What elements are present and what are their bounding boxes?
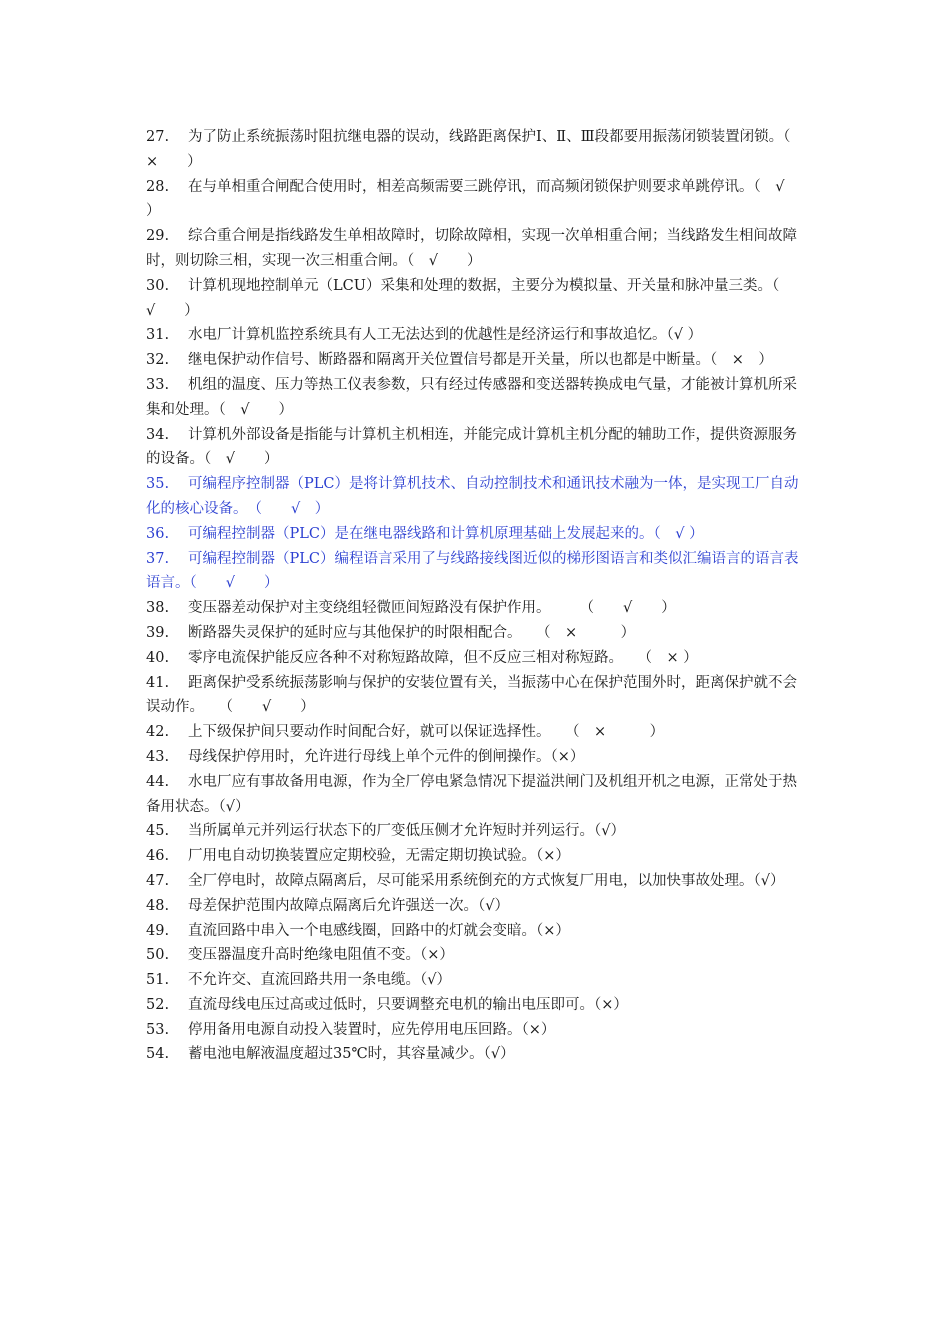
question-item: [146, 621, 802, 646]
question-text: 可编程控制器（PLC）是在继电器线路和计算机原理基础上发展起来的。（ √ ）: [188, 525, 704, 542]
question-text: 为了防止系统振荡时阻抗继电器的误动，线路距离保护Ⅰ、Ⅱ、Ⅲ段都要用振荡闭锁装置闭锁。（ × ）: [146, 129, 805, 170]
question-item: [146, 274, 802, 324]
question-number: 39.: [146, 624, 170, 641]
question-number: 31.: [146, 327, 170, 344]
question-text: 不允许交、直流回路共用一条电缆。（√）: [188, 972, 451, 989]
question-text: 变压器温度升高时绝缘电阻值不变。（×）: [188, 947, 454, 964]
question-number: 27.: [146, 129, 170, 145]
question-item: [146, 919, 802, 944]
question-text: 厂用电自动切换装置应定期校验，无需定期切换试验。（×）: [188, 848, 570, 865]
question-item: [146, 423, 802, 473]
question-number: 47.: [146, 872, 170, 889]
question-text: 在与单相重合闸配合使用时，相差高频需要三跳停讯，而高频闭锁保护则要求单跳停讯。（ √ ）: [146, 178, 814, 220]
question-item: [146, 1018, 802, 1043]
question-number: 52.: [146, 996, 170, 1013]
question-item: [146, 869, 802, 894]
question-number: 37.: [146, 550, 170, 567]
question-number: 34.: [146, 426, 170, 443]
question-item: [146, 646, 802, 671]
question-text: 水电厂应有事故备用电源，作为全厂停电紧急情况下提溢洪闸门及机组开机之电源，正常处于热备用状态。（√）: [146, 773, 797, 815]
question-text: 距离保护受系统振荡影响与保护的安装位置有关，当振荡中心在保护范围外时，距离保护就不会误动作。 （ √ ）: [146, 674, 797, 716]
question-number: 33.: [146, 376, 170, 393]
question-item: [146, 472, 802, 522]
question-number: 43.: [146, 748, 170, 765]
question-item: [146, 943, 802, 968]
question-item: [146, 175, 814, 225]
question-text: 直流回路中串入一个电感线圈，回路中的灯就会变暗。（×）: [188, 922, 570, 939]
question-number: 36.: [146, 525, 170, 542]
question-item: [146, 745, 802, 770]
question-number: 38.: [146, 600, 170, 617]
question-number: 49.: [146, 922, 170, 939]
question-text: 断路器失灵保护的延时应与其他保护的时限相配合。 （ × ）: [188, 624, 636, 641]
question-item: [146, 671, 802, 721]
question-item: [146, 968, 802, 993]
question-number: 30.: [146, 277, 170, 294]
question-text: 停用备用电源自动投入装置时，应先停用电压回路。（×）: [188, 1021, 556, 1038]
question-text: 全厂停电时，故障点隔离后，尽可能采用系统倒充的方式恢复厂用电，以加快事故处理。（√）: [188, 872, 785, 889]
question-number: 54.: [146, 1046, 170, 1063]
question-number: 53.: [146, 1021, 170, 1038]
question-number: 42.: [146, 724, 170, 741]
question-text: 上下级保护间只要动作时间配合好，就可以保证选择性。 （ × ）: [188, 724, 665, 741]
question-item: [146, 323, 802, 348]
question-item: [146, 348, 802, 373]
question-list: [146, 125, 814, 1067]
question-item: [146, 993, 802, 1018]
question-item: [146, 720, 802, 745]
question-text: 变压器差动保护对主变绕组轻微匝间短路没有保护作用。 （ √ ）: [188, 600, 676, 617]
question-item: [146, 547, 802, 597]
question-item: [146, 596, 802, 621]
question-number: 50.: [146, 947, 170, 964]
question-number: 28.: [146, 178, 170, 195]
question-number: 29.: [146, 228, 170, 245]
question-text: 当所属单元并列运行状态下的厂变低压侧才允许短时并列运行。（√）: [188, 823, 625, 840]
question-text: 母差保护范围内故障点隔离后允许强送一次。（√）: [188, 897, 509, 914]
question-item: [146, 373, 802, 423]
question-item: [146, 224, 802, 274]
question-text: 机组的温度、压力等热工仪表参数，只有经过传感器和变送器转换成电气量，才能被计算机所采集和处理。（ √ ）: [146, 376, 797, 418]
question-number: 35.: [146, 476, 170, 493]
question-number: 44.: [146, 773, 170, 790]
question-text: 综合重合闸是指线路发生单相故障时，切除故障相，实现一次单相重合闸；当线路发生相间故障时，则切除三相，实现一次三相重合闸。（ √ ）: [146, 228, 797, 269]
question-number: 51.: [146, 972, 170, 989]
question-item: [146, 1042, 802, 1067]
question-item: [146, 125, 805, 175]
question-text: 可编程控制器（PLC）编程语言采用了与线路接线图近似的梯形图语言和类似汇编语言的语言表语言。（ √ ）: [146, 550, 799, 592]
question-number: 40.: [146, 649, 170, 666]
question-number: 41.: [146, 674, 170, 691]
question-text: 计算机外部设备是指能与计算机主机相连，并能完成计算机主机分配的辅助工作，提供资源服务的设备。（ √ ）: [146, 426, 797, 468]
question-text: 计算机现地控制单元（LCU）采集和处理的数据，主要分为模拟量、开关量和脉冲量三类。（ √ ）: [146, 277, 794, 319]
question-text: 零序电流保护能反应各种不对称短路故障，但不反应三相对称短路。 （ × ）: [188, 649, 698, 666]
question-item: [146, 894, 802, 919]
question-item: [146, 819, 802, 844]
question-item: [146, 770, 802, 820]
question-text: 直流母线电压过高或过低时，只要调整充电机的输出电压即可。（×）: [188, 996, 628, 1013]
question-number: 46.: [146, 848, 170, 865]
question-item: [146, 844, 802, 869]
question-text: 继电保护动作信号、断路器和隔离开关位置信号都是开关量，所以也都是中断量。（ × ）: [188, 352, 773, 369]
question-text: 水电厂计算机监控系统具有人工无法达到的优越性是经济运行和事故追忆。（√ ）: [188, 327, 703, 344]
question-number: 48.: [146, 897, 170, 914]
question-text: 母线保护停用时，允许进行母线上单个元件的倒闸操作。（×）: [188, 748, 585, 765]
question-text: 可编程序控制器（PLC）是将计算机技术、自动控制技术和通讯技术融为一体，是实现工厂自动化的核心设备。 （ √ ）: [146, 476, 799, 517]
question-item: [146, 522, 802, 547]
question-number: 45.: [146, 823, 170, 840]
question-number: 32.: [146, 352, 170, 369]
question-text: 蓄电池电解液温度超过35℃时，其容量减少。（√）: [188, 1046, 515, 1063]
